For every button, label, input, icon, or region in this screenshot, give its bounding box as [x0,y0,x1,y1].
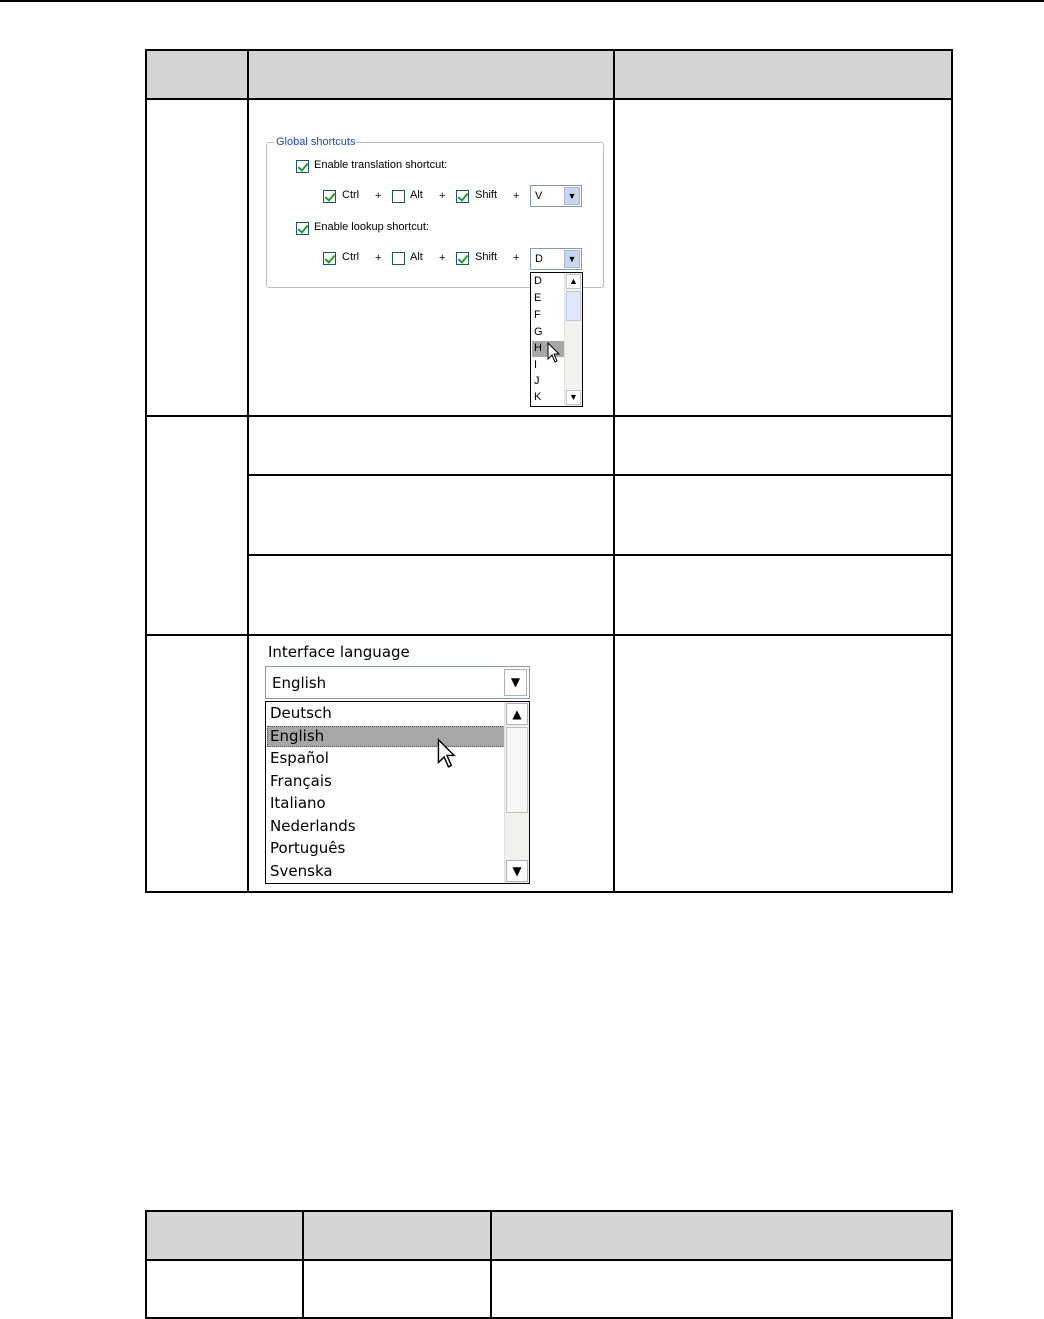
language-option-espanol[interactable]: Español [270,749,329,767]
scrollbar-thumb[interactable] [506,727,528,813]
key-option-i[interactable]: I [534,359,538,371]
interface-language-dropdown-list[interactable] [265,701,530,884]
row-divider [147,415,951,417]
chevron-down-icon[interactable]: ▼ [564,250,580,268]
table-header-row [147,1212,951,1261]
language-option-svenska[interactable]: Svenska [270,862,333,880]
language-option-portugues[interactable]: Português [270,839,346,857]
chevron-down-icon[interactable]: ▼ [564,187,580,205]
plus-sign: + [375,252,382,264]
language-option-nederlands[interactable]: Nederlands [270,817,356,835]
interface-language-value: English [272,674,327,692]
second-table [145,1210,953,1319]
interface-language-title: Interface language [268,643,410,661]
lookup-key-combo[interactable] [530,248,582,270]
mouse-cursor-icon [437,738,457,770]
plus-sign: + [513,252,520,264]
translation-shift-checkbox[interactable] [456,190,469,203]
dropdown-scrollbar[interactable] [564,273,582,406]
lookup-key-value: D [535,253,543,265]
enable-translation-checkbox[interactable] [296,160,309,173]
lookup-alt-label: Alt [410,251,423,263]
key-option-j[interactable]: J [534,375,540,387]
plus-sign: + [439,252,446,264]
enable-translation-label: Enable translation shortcut: [314,159,448,171]
translation-key-combo[interactable] [530,185,582,207]
plus-sign: + [513,190,520,202]
row-divider [247,554,951,556]
scroll-up-icon[interactable]: ▲ [506,703,528,725]
language-option-deutsch[interactable]: Deutsch [270,704,332,722]
key-option-f[interactable]: F [534,309,541,321]
lookup-ctrl-label: Ctrl [342,251,360,263]
language-option-francais[interactable]: Français [270,772,332,790]
global-shortcuts-figure [262,130,612,410]
global-shortcuts-title: Global shortcuts [276,136,356,148]
lookup-key-dropdown-list[interactable] [530,272,583,407]
key-option-e[interactable]: E [534,292,542,304]
scroll-down-icon[interactable]: ▼ [506,860,528,882]
key-option-g[interactable]: G [534,326,543,338]
enable-lookup-label: Enable lookup shortcut: [314,221,429,233]
interface-language-combo[interactable] [265,666,530,699]
key-option-h[interactable]: H [534,342,542,354]
dropdown-scrollbar[interactable] [504,702,529,883]
row-divider [147,634,951,636]
column-divider [247,51,249,891]
language-option-italiano[interactable]: Italiano [270,794,326,812]
translation-alt-label: Alt [410,189,423,201]
column-divider [490,1212,492,1319]
translation-alt-checkbox[interactable] [392,190,405,203]
page-top-rule [0,0,1044,2]
column-divider [613,51,615,891]
lookup-alt-checkbox[interactable] [392,252,405,265]
enable-lookup-checkbox[interactable] [296,222,309,235]
plus-sign: + [375,190,382,202]
translation-shift-label: Shift [475,189,498,201]
interface-language-figure [262,640,612,890]
table-header-row [147,51,951,100]
language-option-english[interactable]: English [270,727,325,745]
row-divider [247,474,951,476]
scrollbar-thumb[interactable] [566,291,581,321]
key-option-k[interactable]: K [534,391,542,403]
mouse-cursor-icon [547,342,561,364]
column-divider [302,1212,304,1319]
lookup-shift-label: Shift [475,251,498,263]
key-option-d[interactable]: D [534,275,542,287]
translation-ctrl-label: Ctrl [342,189,360,201]
chevron-down-icon[interactable]: ▼ [504,669,527,696]
lookup-ctrl-checkbox[interactable] [323,252,336,265]
plus-sign: + [439,190,446,202]
translation-key-value: V [535,190,543,202]
scroll-down-icon[interactable]: ▼ [566,390,581,405]
lookup-shift-checkbox[interactable] [456,252,469,265]
scroll-up-icon[interactable]: ▲ [566,274,581,289]
translation-ctrl-checkbox[interactable] [323,190,336,203]
